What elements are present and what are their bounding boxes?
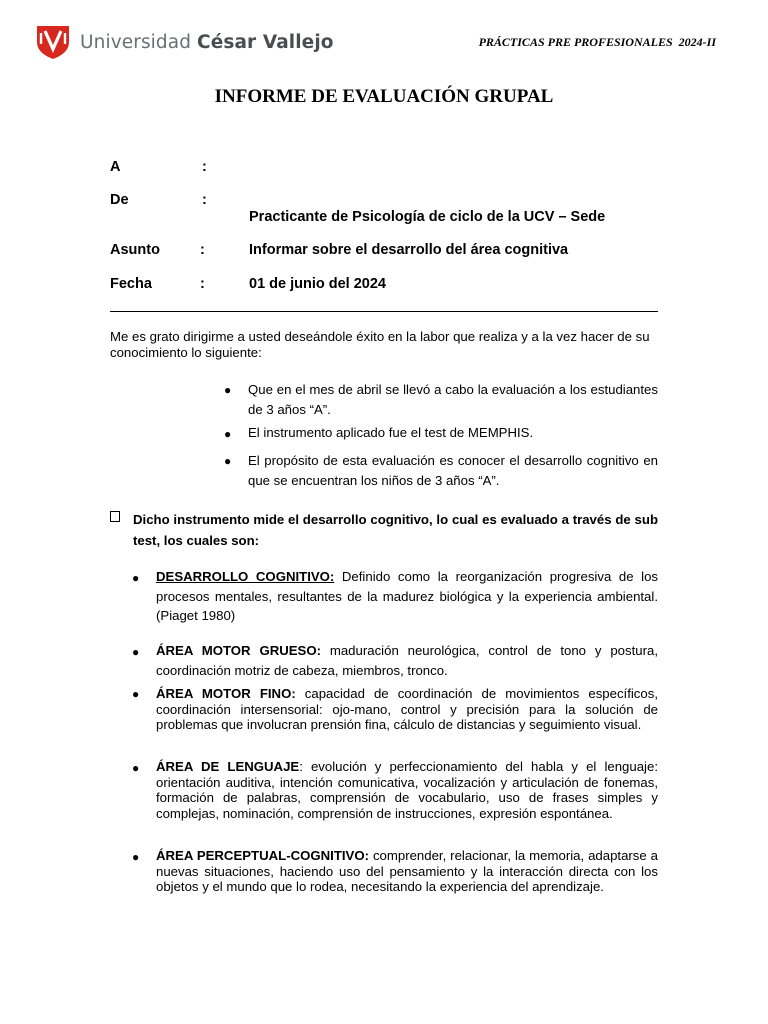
point-item: Que en el mes de abril se llevó a cabo la evaluación a los estudiantes de 3 años “A”. bbox=[248, 382, 658, 417]
memo-fecha-label: Fecha bbox=[110, 276, 152, 292]
area-term: ÁREA MOTOR GRUESO: bbox=[156, 643, 321, 658]
area-term: ÁREA MOTOR FINO: bbox=[156, 686, 296, 701]
university-logo bbox=[36, 24, 334, 60]
area-desc: : evolución y perfeccionamiento del habla y el lenguaje: orientación auditiva, intención comunicativa, vocalización y articulación de fonemas, formación de palabras, comprensión de vocabulario, uso de frases simples y complejas, nominación, comprensión de instrucciones, expresión espontánea. bbox=[156, 759, 658, 821]
ucv-shield-icon bbox=[36, 24, 70, 60]
memo-fecha-value: 01 de junio del 2024 bbox=[249, 276, 386, 292]
bullet-icon: ● bbox=[132, 571, 140, 585]
point-item: El instrumento aplicado fue el test de MEMPHIS. bbox=[248, 425, 534, 440]
horizontal-divider bbox=[110, 311, 658, 312]
checkbox-icon bbox=[110, 511, 120, 522]
memo-de-value: Practicante de Psicología de ciclo de la UCV – Sede bbox=[249, 209, 606, 225]
area-item bbox=[156, 567, 658, 626]
area-item bbox=[156, 759, 658, 821]
logo-text-regular: Universidad bbox=[80, 31, 198, 53]
bullet-icon: ● bbox=[132, 850, 140, 864]
area-item bbox=[156, 641, 658, 680]
bullet-icon: ● bbox=[132, 687, 140, 701]
area-item bbox=[156, 848, 658, 895]
bullet-icon: ● bbox=[224, 454, 232, 468]
memo-de-colon: : bbox=[202, 192, 207, 208]
bullet-icon: ● bbox=[132, 761, 140, 775]
memo-asunto-value: Informar sobre el desarrollo del área cognitiva bbox=[249, 242, 569, 258]
bullet-icon: ● bbox=[224, 427, 232, 441]
memo-a-label: A bbox=[110, 159, 121, 175]
area-term: ÁREA PERCEPTUAL-COGNITIVO: bbox=[156, 848, 369, 863]
intro-paragraph: Me es grato dirigirme a usted deseándole éxito en la labor que realiza y a la vez hacer de su conocimiento lo siguiente: bbox=[110, 329, 650, 360]
memo-asunto-colon: : bbox=[200, 242, 205, 258]
area-term: DESARROLLO COGNITIVO: bbox=[156, 569, 335, 584]
document-title: INFORME DE EVALUACIÓN GRUPAL bbox=[214, 86, 554, 107]
area-item bbox=[156, 686, 658, 733]
logo-wordmark bbox=[80, 32, 334, 53]
area-desc: Definido como la reorganización progresiva de los procesos mentales, resultantes de la madurez biológica y la experiencia ambiental. (Piaget 1980) bbox=[156, 569, 658, 623]
area-desc: comprender, relacionar, la memoria, adaptarse a nuevas situaciones, haciendo uso del pensamiento y la interacción directa con los objetos y el mundo que lo rodea, necesitando la experiencia del aprendizaje. bbox=[156, 848, 659, 894]
subtest-heading: Dicho instrumento mide el desarrollo cognitivo, lo cual es evaluado a través de sub test, los cuales son: bbox=[133, 512, 658, 548]
memo-de-label: De bbox=[110, 192, 129, 208]
logo-text-bold: César Vallejo bbox=[197, 31, 334, 53]
bullet-icon: ● bbox=[224, 383, 232, 397]
area-desc: maduración neurológica, control de tono y postura, coordinación motriz de cabeza, miembros, tronco. bbox=[156, 643, 658, 678]
memo-a-colon: : bbox=[202, 159, 207, 175]
area-desc: capacidad de coordinación de movimientos específicos, coordinación intersensorial: ojo-mano, control y precisión para la solución de problemas que involucran prensión fina, cálculo de distancias y seguimiento visual. bbox=[156, 686, 658, 732]
point-item: El propósito de esta evaluación es conocer el desarrollo cognitivo en que se encuentran los niños de 3 años “A”. bbox=[248, 453, 658, 488]
memo-fecha-colon: : bbox=[200, 276, 205, 292]
header-program-label: PRÁCTICAS PRE PROFESIONALES 2024-II bbox=[478, 35, 716, 49]
area-term: ÁREA DE LENGUAJE bbox=[156, 759, 300, 774]
memo-asunto-label: Asunto bbox=[110, 242, 160, 258]
bullet-icon: ● bbox=[132, 645, 140, 659]
